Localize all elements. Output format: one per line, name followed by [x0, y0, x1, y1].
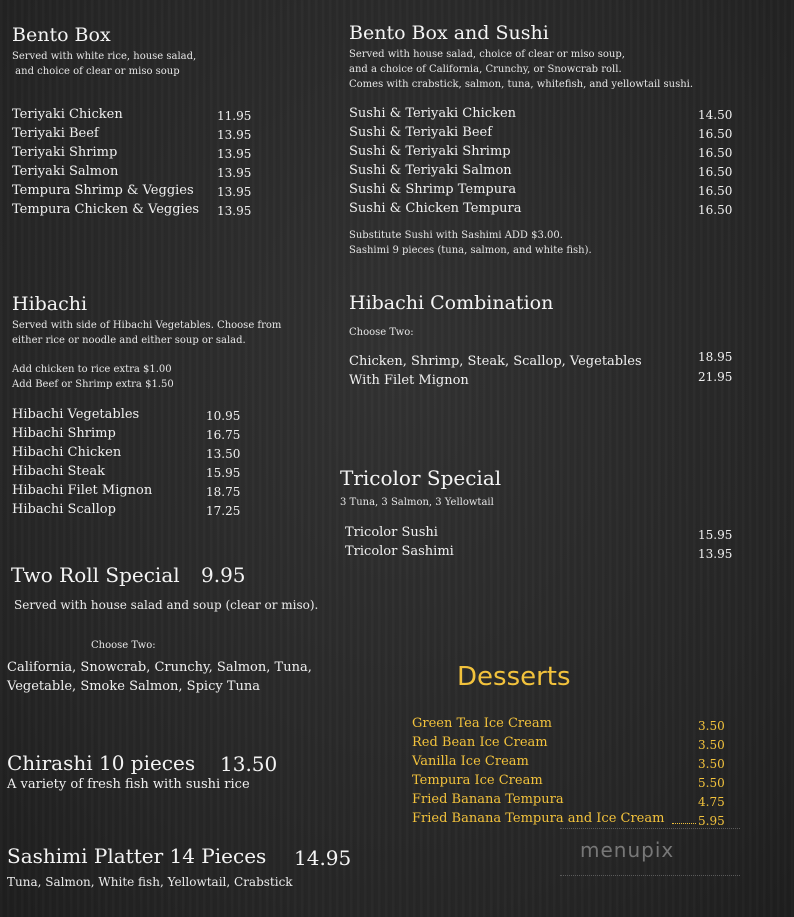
hibachi-desc-2: either rice or noodle and either soup or salad.	[12, 335, 246, 346]
bento-item-name: Teriyaki Chicken	[12, 107, 123, 122]
dessert-item-price: 5.50	[698, 776, 725, 790]
dessert-item-price: 3.50	[698, 738, 725, 752]
menupix-watermark	[560, 828, 740, 876]
chirashi-desc: A variety of fresh fish with sushi rice	[7, 777, 250, 792]
bento-item-price: 11.95	[217, 109, 252, 123]
dessert-item-price: 4.75	[698, 795, 725, 809]
dessert-leader-dots	[672, 823, 696, 824]
bento-sushi-item-price: 16.50	[698, 184, 733, 198]
dessert-item-price: 3.50	[698, 719, 725, 733]
hibachi-combo-item-name: With Filet Mignon	[349, 373, 469, 388]
dessert-item-name: Vanilla Ice Cream	[412, 754, 529, 769]
hibachi-item-name: Hibachi Vegetables	[12, 407, 140, 422]
bento-sushi-item-price: 16.50	[698, 203, 733, 217]
hibachi-item-name: Hibachi Shrimp	[12, 426, 116, 441]
dessert-item-name: Red Bean Ice Cream	[412, 735, 548, 750]
bento-sushi-note-2: Sashimi 9 pieces (tuna, salmon, and white fish).	[349, 245, 592, 256]
menupix-watermark-text: menupix	[580, 838, 675, 862]
bento-sushi-desc-2: and a choice of California, Crunchy, or Snowcrab roll.	[349, 64, 622, 75]
bento-desc-2: and choice of clear or miso soup	[12, 66, 180, 77]
bento-desc-1: Served with white rice, house salad,	[12, 51, 197, 62]
hibachi-combo-item-price: 21.95	[698, 370, 733, 384]
hibachi-desc-1: Served with side of Hibachi Vegetables. Choose from	[12, 320, 282, 331]
bento-item-name: Teriyaki Beef	[12, 126, 99, 141]
hibachi-item-price: 17.25	[206, 504, 241, 518]
hibachi-combo-title: Hibachi Combination	[349, 292, 554, 314]
hibachi-combo-choose: Choose Two:	[349, 327, 414, 338]
two-roll-price: 9.95	[201, 563, 246, 587]
dessert-item-name: Green Tea Ice Cream	[412, 716, 552, 731]
dessert-item-price: 5.95	[698, 814, 725, 828]
two-roll-desc: Served with house salad and soup (clear or miso).	[14, 598, 319, 612]
tricolor-desc: 3 Tuna, 3 Salmon, 3 Yellowtail	[340, 497, 494, 508]
desserts-title: Desserts	[457, 662, 571, 692]
sashimi-platter-title: Sashimi Platter 14 Pieces	[7, 844, 267, 868]
bento-sushi-item-name: Sushi & Teriyaki Beef	[349, 125, 493, 140]
hibachi-item-price: 10.95	[206, 409, 241, 423]
tricolor-item-price: 15.95	[698, 528, 733, 542]
bento-sushi-item-name: Sushi & Shrimp Tempura	[349, 182, 517, 197]
dessert-item-name: Fried Banana Tempura and Ice Cream	[412, 811, 665, 826]
bento-item-name: Tempura Shrimp & Veggies	[12, 183, 194, 198]
bento-item-price: 13.95	[217, 166, 252, 180]
tricolor-title: Tricolor Special	[340, 466, 502, 490]
bento-item-price: 13.95	[217, 147, 252, 161]
bento-title: Bento Box	[12, 24, 111, 46]
dessert-item-name: Tempura Ice Cream	[412, 773, 543, 788]
bento-item-name: Teriyaki Salmon	[12, 164, 119, 179]
hibachi-combo-item-price: 18.95	[698, 350, 733, 364]
bento-sushi-desc-1: Served with house salad, choice of clear or miso soup,	[349, 49, 625, 60]
sashimi-platter-price: 14.95	[294, 846, 352, 870]
hibachi-add-1: Add chicken to rice extra $1.00	[12, 364, 172, 375]
hibachi-item-name: Hibachi Chicken	[12, 445, 122, 460]
hibachi-item-name: Hibachi Scallop	[12, 502, 116, 517]
chirashi-price: 13.50	[220, 752, 278, 776]
bento-sushi-item-name: Sushi & Teriyaki Chicken	[349, 106, 517, 121]
two-roll-options-2: Vegetable, Smoke Salmon, Spicy Tuna	[7, 679, 260, 694]
two-roll-choose: Choose Two:	[91, 640, 156, 651]
hibachi-item-price: 16.75	[206, 428, 241, 442]
hibachi-item-price: 18.75	[206, 485, 241, 499]
bento-item-price: 13.95	[217, 204, 252, 218]
bento-sushi-item-name: Sushi & Teriyaki Salmon	[349, 163, 512, 178]
hibachi-item-price: 13.50	[206, 447, 241, 461]
hibachi-combo-item-name: Chicken, Shrimp, Steak, Scallop, Vegetables	[349, 354, 642, 369]
chirashi-title: Chirashi 10 pieces	[7, 751, 196, 775]
bento-item-price: 13.95	[217, 185, 252, 199]
hibachi-title: Hibachi	[12, 293, 88, 315]
sashimi-platter-desc: Tuna, Salmon, White fish, Yellowtail, Crabstick	[7, 875, 293, 889]
hibachi-item-name: Hibachi Filet Mignon	[12, 483, 153, 498]
bento-item-price: 13.95	[217, 128, 252, 142]
bento-sushi-item-price: 14.50	[698, 108, 733, 122]
bento-item-name: Tempura Chicken & Veggies	[12, 202, 200, 217]
bento-sushi-item-price: 16.50	[698, 146, 733, 160]
two-roll-title: Two Roll Special	[11, 563, 180, 587]
bento-sushi-item-price: 16.50	[698, 127, 733, 141]
dessert-item-price: 3.50	[698, 757, 725, 771]
dessert-item-name: Fried Banana Tempura	[412, 792, 564, 807]
tricolor-item-name: Tricolor Sushi	[345, 525, 438, 540]
tricolor-item-name: Tricolor Sashimi	[345, 544, 454, 559]
bento-sushi-item-price: 16.50	[698, 165, 733, 179]
bento-sushi-item-name: Sushi & Teriyaki Shrimp	[349, 144, 511, 159]
bento-sushi-item-name: Sushi & Chicken Tempura	[349, 201, 522, 216]
bento-item-name: Teriyaki Shrimp	[12, 145, 118, 160]
hibachi-item-price: 15.95	[206, 466, 241, 480]
two-roll-options-1: California, Snowcrab, Crunchy, Salmon, Tuna,	[7, 660, 312, 675]
bento-sushi-desc-3: Comes with crabstick, salmon, tuna, whitefish, and yellowtail sushi.	[349, 79, 694, 90]
tricolor-item-price: 13.95	[698, 547, 733, 561]
bento-sushi-note-1: Substitute Sushi with Sashimi ADD $3.00.	[349, 230, 563, 241]
bento-sushi-title: Bento Box and Sushi	[349, 22, 549, 44]
hibachi-add-2: Add Beef or Shrimp extra $1.50	[12, 379, 174, 390]
hibachi-item-name: Hibachi Steak	[12, 464, 105, 479]
